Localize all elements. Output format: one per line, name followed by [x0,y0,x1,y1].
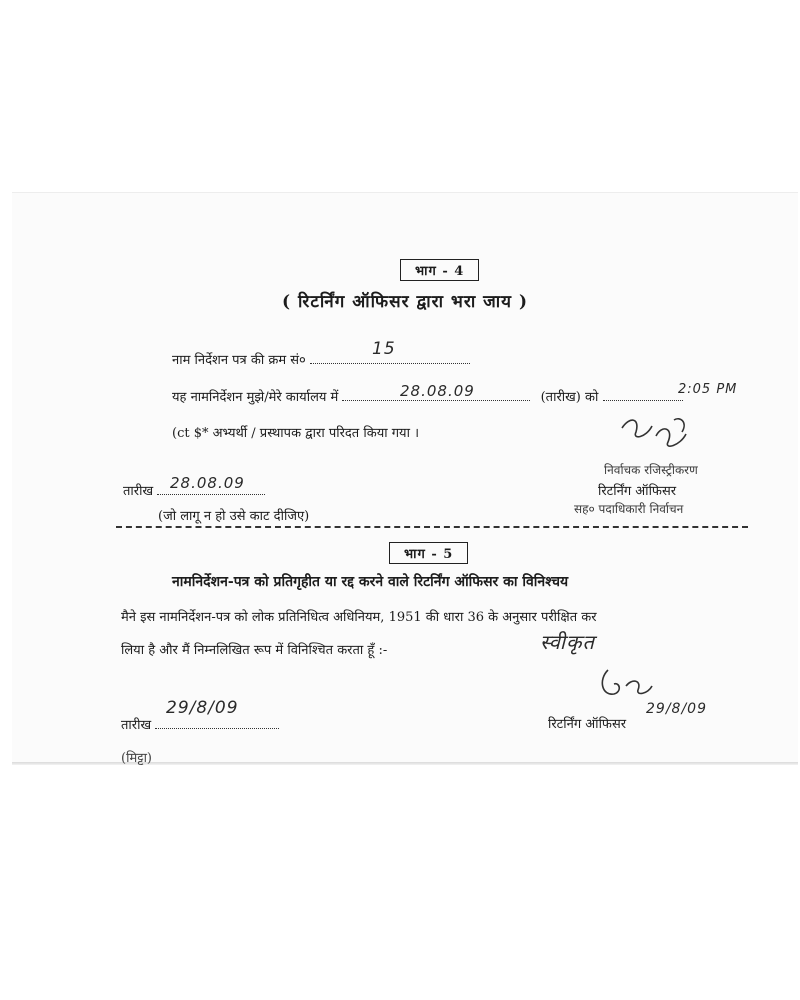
footer-cut-text: (मिट्टा) [121,751,153,766]
section-divider [116,526,748,528]
officer-signature-part4 [616,414,706,464]
serial-row [172,349,470,368]
stamp-line2: सह० पदाधिकारी निर्वाचन [574,502,684,516]
delivered-by-text: (ct $* अभ्यर्थी / प्रस्थापक द्वारा परिदत किया गया । [172,426,420,441]
decision-value: स्वीकृत [540,630,595,654]
received-time-field [603,386,683,401]
officer-title-part4: रिटर्निंग ऑफिसर [598,484,677,499]
part5-date-label: तारीख [121,718,152,733]
officer-signature-part5 [596,666,666,706]
part5-heading: नामनिर्देशन-पत्र को प्रतिगृहीत या रद्द करने वाले रिटर्निंग ऑफिसर का विनिश्चय [172,574,569,590]
officer-date-part5: 29/8/09 [646,701,707,717]
received-date-word: (तारीख) [540,390,581,405]
part5-date-value: 29/8/09 [166,698,239,718]
received-prefix: यह नामनिर्देशन मुझे/मेरे कार्यालय में [172,390,339,405]
officer-title-part5: रिटर्निंग ऑफिसर [548,717,627,732]
part4-heading: ( रिटर्निंग ऑफिसर द्वारा भरा जाय ) [282,292,528,312]
part4-date-value: 28.08.09 [170,474,245,492]
part5-label-box [389,542,468,564]
part5-body-line1: मैने इस नामनिर्देशन-पत्र को लोक प्रतिनिधित्व अधिनियम, 1951 की धारा 36 के अनुसार परीक्षित कर [121,610,597,625]
strike-note: (जो लागू न हो उसे काट दीजिए) [158,509,310,524]
received-date-value: 28.08.09 [400,382,475,400]
part5-body-line2: लिया है और मैं निम्नलिखित रूप में विनिश्चित करता हूँ :- [121,643,388,658]
part4-label-box [400,259,479,281]
received-at-word: को [585,390,599,405]
stamp-line1: निर्वाचक रजिस्ट्रीकरण [604,463,698,477]
received-time-value: 2:05 PM [678,382,738,397]
serial-value: 15 [372,339,396,359]
serial-label: नाम निर्देशन पत्र की क्रम सं० [172,353,306,368]
part5-label: भाग - 5 [404,547,454,562]
part4-label: भाग - 4 [415,264,465,279]
part4-date-label: तारीख [123,484,154,499]
